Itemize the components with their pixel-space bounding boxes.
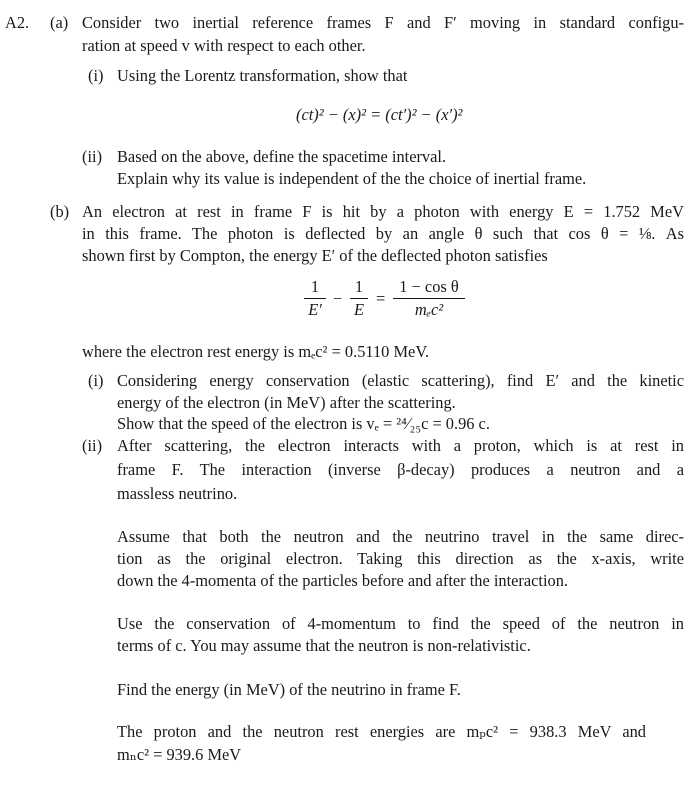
fraction-2-bar: [350, 298, 368, 299]
fraction-2-denominator: E: [353, 300, 364, 319]
part-b-ii-p1-line-3: massless neutrino.: [117, 484, 238, 503]
question-number: A2.: [5, 13, 30, 32]
part-b-ii-p4-line-1: Find the energy (in MeV) of the neutrino in frame F.: [117, 680, 461, 699]
compton-equals: =: [376, 289, 386, 308]
part-b-ii-label: (ii): [82, 436, 103, 455]
part-b-i-line-2: energy of the electron (in MeV) after the scattering.: [117, 393, 456, 412]
part-b-line-1: An electron at rest in frame F is hit by a photon with energy E = 1.752 MeV: [82, 202, 684, 221]
part-a-label: (a): [50, 13, 69, 32]
fraction-1-bar: [304, 298, 326, 299]
part-b-i-line-1: Considering energy conservation (elastic scattering), find E′ and the kinetic: [117, 371, 684, 390]
part-b-label: (b): [50, 202, 70, 221]
fraction-3-bar: [393, 298, 465, 299]
compton-fraction-1: [304, 277, 326, 320]
part-b-line-2: in this frame. The photon is deflected by an angle θ such that cos θ = ⅛. As: [82, 224, 684, 243]
part-b-ii-p1-line-1: After scattering, the electron interacts with a proton, which is at rest in: [117, 436, 684, 455]
part-b-ii-p5-line-1: The proton and the neutron rest energies are mₚc² = 938.3 MeV and: [117, 722, 646, 741]
compton-fraction-3: [393, 277, 465, 320]
part-b-ii-p2-line-2: tion as the original electron. Taking this direction as the x-axis, write: [117, 549, 684, 568]
part-a-ii-line-1: Based on the above, define the spacetime interval.: [117, 147, 447, 166]
part-b-ii-p2-line-1: Assume that both the neutron and the neutrino travel in the same direc-: [117, 527, 684, 546]
fraction-1-denominator: E′: [308, 300, 322, 319]
part-b-ii-p1-line-2: frame F. The interaction (inverse β-decay) produces a neutron and a: [117, 460, 684, 479]
part-b-ii-p3-line-2: terms of c. You may assume that the neutron is non-relativistic.: [117, 636, 531, 655]
part-b-line-3: shown first by Compton, the energy E′ of the deflected photon satisfies: [82, 246, 548, 265]
part-b-i-label: (i): [88, 371, 104, 390]
part-a-line-2: ration at speed v with respect to each other.: [82, 36, 366, 55]
part-b-ii-p5-line-2: mₙc² = 939.6 MeV: [117, 745, 242, 764]
part-b-ii-p3-line-1: Use the conservation of 4-momentum to find the speed of the neutron in: [117, 614, 684, 633]
part-a-ii-line-2: Explain why its value is independent of the the choice of inertial frame.: [117, 169, 587, 188]
compton-minus: −: [333, 289, 343, 308]
rest-energy-line: where the electron rest energy is mₑc² = 0.5110 MeV.: [82, 342, 430, 361]
part-a-ii-label: (ii): [82, 147, 103, 166]
part-a-i-label: (i): [88, 66, 104, 85]
part-b-ii-p2-line-3: down the 4-momenta of the particles before and after the interaction.: [117, 571, 569, 590]
fraction-3-numerator: 1 − cos θ: [399, 277, 459, 296]
interval-equation: (ct)² − (x)² = (ct′)² − (x′)²: [296, 105, 463, 124]
fraction-2-numerator: 1: [354, 277, 364, 296]
fraction-3-denominator: mₑc²: [414, 300, 444, 319]
part-a-i-text: Using the Lorentz transformation, show that: [117, 66, 408, 85]
part-b-i-line-3: Show that the speed of the electron is vₑ = ²⁴⁄₂₅c = 0.96 c.: [117, 414, 490, 433]
compton-fraction-2: [350, 277, 368, 320]
fraction-1-numerator: 1: [310, 277, 320, 296]
part-a-line-1: Consider two inertial reference frames F and F′ moving in standard configu-: [82, 13, 684, 32]
